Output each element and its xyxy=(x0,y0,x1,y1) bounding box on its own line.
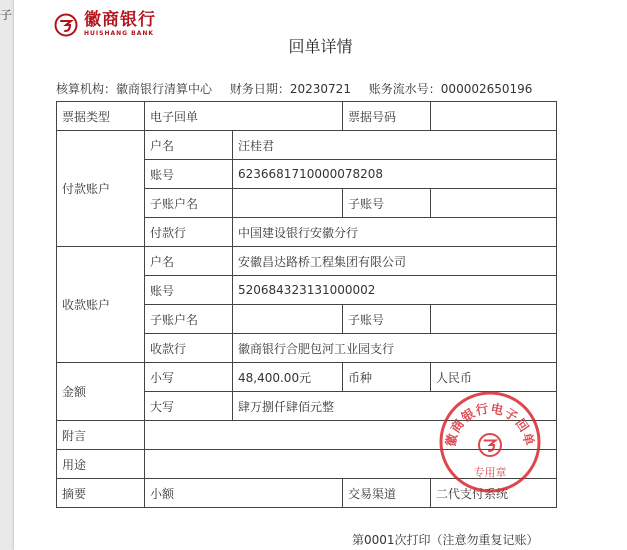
payee-account-label: 账号 xyxy=(145,276,233,305)
payer-sub-account-value xyxy=(431,189,557,218)
edge-clipped-text: 子 xyxy=(0,8,13,22)
amount-label: 金额 xyxy=(57,363,145,421)
payee-sub-account-value xyxy=(431,305,557,334)
payee-account-value: 520684323131000002 xyxy=(233,276,557,305)
receipt-meta xyxy=(56,80,532,97)
payee-name-value: 安徽昌达路桥工程集团有限公司 xyxy=(233,247,557,276)
seal-bottom-text: 专用章 xyxy=(473,466,507,479)
payer-sub-name-value xyxy=(233,189,343,218)
org-value: 徽商银行清算中心 xyxy=(116,82,213,96)
official-seal xyxy=(438,390,542,494)
bank-name-cn: 徽商银行 xyxy=(84,10,156,30)
number-value xyxy=(431,102,557,131)
payee-sub-name-value xyxy=(233,305,343,334)
payer-sub-name-label: 子账户名 xyxy=(145,189,233,218)
date-value: 20230721 xyxy=(289,82,351,96)
payer-bank-label: 付款行 xyxy=(145,218,233,247)
bank-logo-icon xyxy=(54,13,78,37)
payee-sub-account-label: 子账号 xyxy=(343,305,431,334)
payer-name-value: 汪桂君 xyxy=(233,131,557,160)
table-row xyxy=(57,102,557,131)
type-label: 票据类型 xyxy=(57,102,145,131)
summary-label: 摘要 xyxy=(57,479,145,508)
table-row xyxy=(57,363,557,392)
table-row xyxy=(57,247,557,276)
bank-name-en: HUISHANG BANK xyxy=(84,30,155,37)
org-label: 核算机构： xyxy=(56,82,117,96)
page-title: 回单详情 xyxy=(288,37,353,56)
currency-label: 币种 xyxy=(343,363,431,392)
receipt-paper xyxy=(14,0,627,550)
payee-name-label: 户名 xyxy=(145,247,233,276)
table-row xyxy=(57,131,557,160)
payer-section-label: 付款账户 xyxy=(57,131,145,247)
note-label: 附言 xyxy=(57,421,145,450)
amount-big-label: 大写 xyxy=(145,392,233,421)
purpose-label: 用途 xyxy=(57,450,145,479)
payee-section-label: 收款账户 xyxy=(57,247,145,363)
seal-emblem-icon xyxy=(479,434,501,456)
channel-label: 交易渠道 xyxy=(343,479,431,508)
date-label: 财务日期： xyxy=(229,82,290,96)
seal-arc-text: 徽商银行电子回单 xyxy=(442,400,538,448)
amount-small-value: 48,400.00元 xyxy=(233,363,343,392)
payer-account-label: 账号 xyxy=(145,160,233,189)
channel-value: 二代支付系统 xyxy=(431,479,557,508)
serial-label: 账务流水号： xyxy=(368,82,441,96)
amount-small-label: 小写 xyxy=(145,363,233,392)
payer-account-value: 6236681710000078208 xyxy=(233,160,557,189)
number-label: 票据号码 xyxy=(343,102,431,131)
payee-bank-value: 徽商银行合肥包河工业园支行 xyxy=(233,334,557,363)
serial-value: 000002650196 xyxy=(440,82,533,96)
amount-big-value: 肆万捌仟肆佰元整 xyxy=(233,392,557,421)
payee-sub-name-label: 子账户名 xyxy=(145,305,233,334)
payer-bank-value: 中国建设银行安徽分行 xyxy=(233,218,557,247)
payer-name-label: 户名 xyxy=(145,131,233,160)
payer-sub-account-label: 子账号 xyxy=(343,189,431,218)
print-count-footer: 第0001次打印（注意勿重复记账） xyxy=(352,533,539,547)
type-value: 电子回单 xyxy=(145,102,343,131)
currency-value: 人民币 xyxy=(431,363,557,392)
summary-value: 小额 xyxy=(145,479,343,508)
payee-bank-label: 收款行 xyxy=(145,334,233,363)
